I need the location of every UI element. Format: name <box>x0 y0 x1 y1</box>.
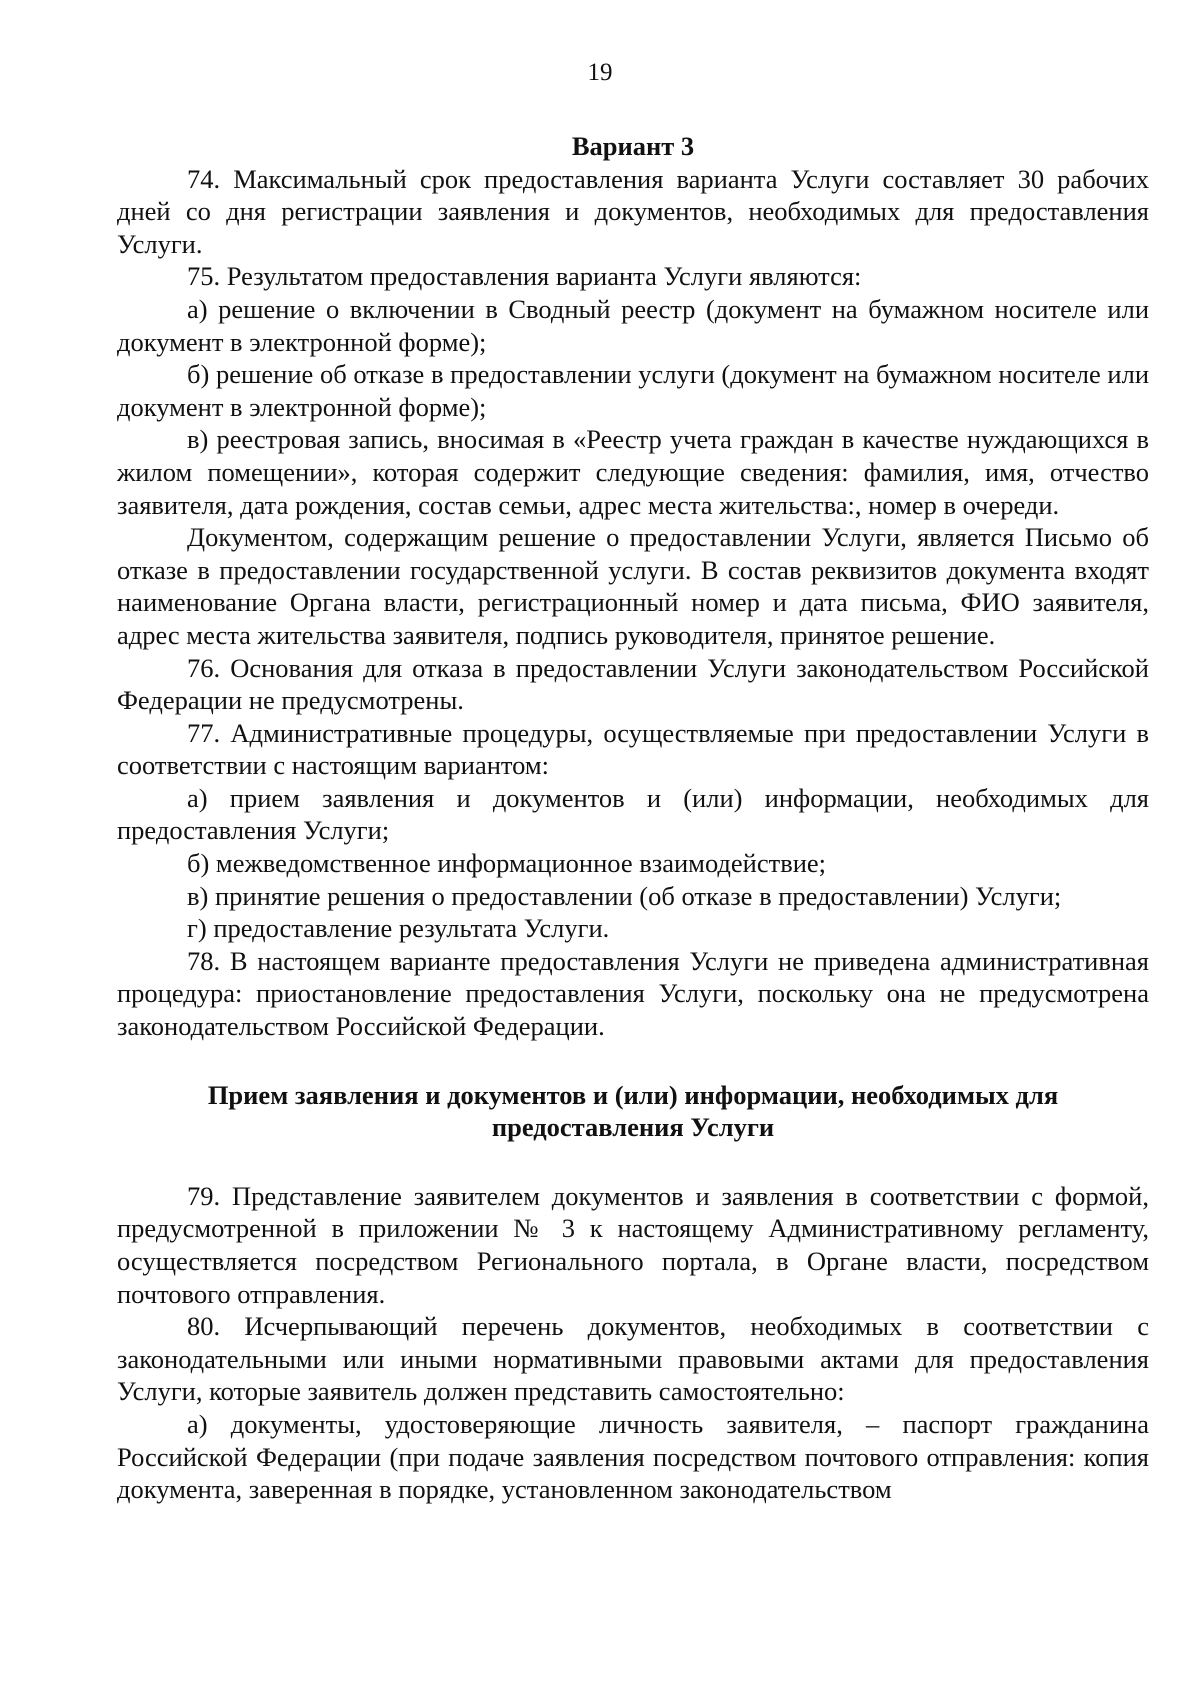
page-number: 19 <box>587 59 613 86</box>
paragraph-77: 77. Административные процедуры, осуществляемые при предоставлении Услуги в соответствии с настоящим вариантом: <box>117 717 1149 781</box>
document-body <box>117 130 1149 1506</box>
variant-heading: Вариант 3 <box>571 131 695 161</box>
list-item-77d: г) предоставление результата Услуги. <box>187 913 610 944</box>
paragraph-78: 78. В настоящем варианте предоставления Услуги не приведена административная процедура: приостановление предоставления Услуги, поскольку она не предусмотрена законодательством Российской Федерации. <box>117 945 1149 1042</box>
paragraph-74: 74. Максимальный срок предоставления варианта Услуги составляет 30 рабочих дней со дня регистрации заявления и документов, необходимых для предоставления Услуги. <box>117 163 1149 259</box>
paragraph-80: 80. Исчерпывающий перечень документов, необходимых в соответствии с законодательными или иными нормативными правовыми актами для предоставления Услуги, которые заявитель должен представить самостоятельно: <box>117 1311 1149 1407</box>
list-item-80a: а) документы, удостоверяющие личность заявителя, – паспорт гражданина Российской Федерации (при подаче заявления посредством почтового отправления: копия документа, заверенная в порядке, установленном законодательством <box>117 1408 1149 1505</box>
list-item-75c: в) реестровая запись, вносимая в «Реестр учета граждан в качестве нуждающихся в жилом помещении», которая содержит следующие сведения: фамилия, имя, отчество заявителя, дата рождения, состав семьи, адрес места жительства:, номер в очереди. <box>117 424 1149 520</box>
section-title: Прием заявления и документов и (или) информации, необходимых для предоставления Услуги <box>207 1079 1059 1143</box>
list-item-75b: б) решение об отказе в предоставлении услуги (документ на бумажном носителе или документ в электронной форме); <box>117 359 1149 422</box>
paragraph-75: 75. Результатом предоставления варианта Услуги являются: <box>187 261 862 292</box>
list-item-75a: а) решение о включении в Сводный реестр (документ на бумажном носителе или документ в электронной форме); <box>117 293 1149 357</box>
list-item-77a: а) прием заявления и документов и (или) информации, необходимых для предоставления Услуги; <box>117 782 1149 846</box>
paragraph-76: 76. Основания для отказа в предоставлении Услуги законодательством Российской Федерации не предусмотрены. <box>117 652 1149 716</box>
paragraph-decision-document: Документом, содержащим решение о предоставлении Услуги, является Письмо об отказе в предоставлении государственной услуги. В состав реквизитов документа входят наименование Органа власти, регистрационный номер и дата письма, ФИО заявителя, адрес места жительства заявителя, подпись руководителя, принятое решение. <box>117 522 1149 650</box>
paragraph-79: 79. Представление заявителем документов и заявления в соответствии с формой, предусмотренной в приложении № 3 к настоящему Административному регламенту, осуществляется посредством Регионального портала, в Органе власти, посредством почтового отправления. <box>117 1180 1149 1309</box>
list-item-77b: б) межведомственное информационное взаимодействие; <box>187 848 827 879</box>
list-item-77c: в) принятие решения о предоставлении (об отказе в предоставлении) Услуги; <box>187 880 1062 911</box>
